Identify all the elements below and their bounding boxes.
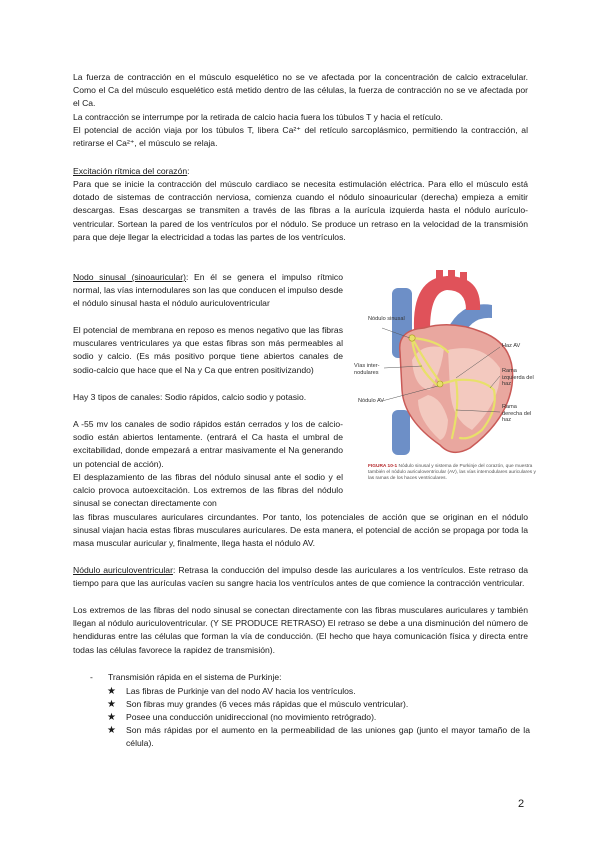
purkinje-item <box>107 685 530 698</box>
label-vias-internodulares: Vías inter-nodulares <box>354 363 380 376</box>
label-nodulo-sinusal: Nódulo sinusal <box>368 316 405 322</box>
label-haz-av: Haz AV <box>502 343 521 349</box>
purkinje-item-text: Son más rápidas por el aumento en la permeabilidad de las uniones gap (junto el mayor tamaño de la célula). <box>126 725 530 748</box>
figure-number: FIGURA 10-1 <box>368 464 398 469</box>
purkinje-item <box>107 724 530 750</box>
figure-caption <box>368 464 540 482</box>
nodo-sinusal-paragraph-5: El desplazamiento de las fibras del nódulo sinusal ante el sodio y el calcio provoca autoexcitación. Los extremos de las fibras del nódulo sinusal se conectan directamente con <box>73 472 343 509</box>
nodulo-av-definition: : Retrasa la conducción del impulso desde las auriculares a los ventrículos. Este retraso da tiempo para que las aurículas vacíen su sangre hacia los ventrículos antes de que comience la contracción ventricular. <box>73 565 528 589</box>
nodo-sinusal-paragraph-1 <box>73 271 343 311</box>
nodulo-av-term: Nódulo auriculoventricular <box>73 565 173 575</box>
purkinje-subheading <box>90 671 530 684</box>
nodo-sinusal-term: Nodo sinusal (sinoauricular) <box>73 272 187 282</box>
intro-paragraph-3: El potencial de acción viaja por los túbulos T, libera Ca²⁺ del retículo sarcoplásmico, permitiendo la contracción, al retirarse el Ca²⁺, el músculo se relaja. <box>73 125 528 149</box>
figure-caption-text: Nódulo sinusal y sistema de Purkinje del corazón, que muestra también el nódulo auriculoventricular (AV), las vías internodulares auriculares y las ramas de los haces ventriculares. <box>368 464 536 481</box>
star-bullet-icon: ★ <box>107 699 116 710</box>
purkinje-item <box>107 711 530 724</box>
aortic-branch-2 <box>448 270 455 282</box>
excitacion-body: Para que se inicie la contracción del músculo cardiaco se necesita estimulación eléctrica. Para ello el músculo está dotado de sistemas de contracción nerviosa, comienza cuando el nódulo sinoauricular (derecha) empieza a emitir descargas. Esas descargas se transmiten a través de las fibras a la aurícula izquierda hasta el nódulo aurículo-ventricular. Sortean la pared de los ventrículos por el nódulo. Se produce un retraso en la velocidad de la transmisión para que deje llegar la electricidad a todas las partes de los ventrículos. <box>73 179 528 242</box>
purkinje-item-text: Son fibras muy grandes (6 veces más rápidas que el músculo ventricular). <box>126 699 409 709</box>
nodulo-av-paragraph-1 <box>73 564 528 590</box>
nodulo-av-paragraph-2: Los extremos de las fibras del nodo sinusal se conectan directamente con las fibras musculares auriculares y también llegan al nódulo auriculoventricular. (Y SE PRODUCE RETRASO) El retraso se debe a una disminución del número de hendiduras entre las células que forman la vía de conducción. (El hecho que haya comunicación física y directa entre todas las células favorece la rapidez de transmisión). <box>73 605 528 655</box>
star-bullet-icon: ★ <box>107 712 116 723</box>
aortic-branch-1 <box>436 270 443 284</box>
label-rama-izquierda: Rama izquierda del haz <box>502 368 534 388</box>
dash-bullet: - <box>90 672 93 682</box>
star-bullet-icon: ★ <box>107 725 116 736</box>
nodo-sinusal-paragraph-2: El potencial de membrana en reposo es menos negativo que las fibras musculares ventriculares ya que estas fibras son más permeables al sodio y calcio. (Es más positivo porque tiene abiertos canales de sodio-calcio que hace que el Na y Ca que entren positivizando) <box>73 325 343 375</box>
intro-paragraph-2: La contracción se interrumpe por la retirada de calcio hacia fuera los túbulos T y hacia el retículo. <box>73 112 443 122</box>
inferior-vena-cava <box>392 410 410 455</box>
nodo-sinusal-paragraph-4: A -55 mv los canales de sodio rápidos están cerrados y los de calcio-sodio están abiertos lentamente. (entrará el Ca hasta el umbral de excitabilidad, donde empezará a entrar masivamente el Na generando un potencial de acción). <box>73 419 343 469</box>
purkinje-item-text: Posee una conducción unidireccional (no movimiento retrógrado). <box>126 712 377 722</box>
purkinje-item-text: Las fibras de Purkinje van del nodo AV hacia los ventrículos. <box>126 686 356 696</box>
nodo-sinusal-paragraph-3: Hay 3 tipos de canales: Sodio rápidos, calcio sodio y potasio. <box>73 392 307 402</box>
label-rama-derecha: Rama derecha del haz <box>502 404 532 424</box>
purkinje-item <box>107 698 530 711</box>
page-number: 2 <box>518 798 525 810</box>
excitacion-heading-colon: : <box>187 166 190 176</box>
aortic-branch-3 <box>460 272 467 284</box>
excitacion-heading-text: Excitación rítmica del corazón <box>73 166 188 176</box>
star-bullet-icon: ★ <box>107 686 116 697</box>
nodo-sinusal-definition: : En él se genera el impulso rítmico normal, las vías internodulares son las que conducen el impulso desde el nódulo sinusal hasta el nódulo auriculoventricular <box>73 272 344 309</box>
intro-paragraph-1: La fuerza de contracción en el músculo esquelético no se ve afectada por la concentración de calcio extracelular. Como el Ca del músculo esquelético está metido dentro de las células, la fuerza de contracción no se ve afectada por el Ca. <box>73 72 528 109</box>
purkinje-title: Transmisión rápida en el sistema de Purkinje: <box>108 672 282 682</box>
section-heading-excitacion <box>73 165 190 178</box>
label-nodulo-av: Nódulo AV <box>358 398 385 404</box>
nodo-sinusal-paragraph-5-continued: las fibras musculares auriculares circundantes. Por tanto, los potenciales de acción que se originan en el nódulo sinusal viajan hacia estas fibras musculares auriculares. De esta manera, el potencial de acción se propaga por toda la masa muscular auricular y, finalmente, llega hasta el nódulo AV. <box>73 512 528 549</box>
